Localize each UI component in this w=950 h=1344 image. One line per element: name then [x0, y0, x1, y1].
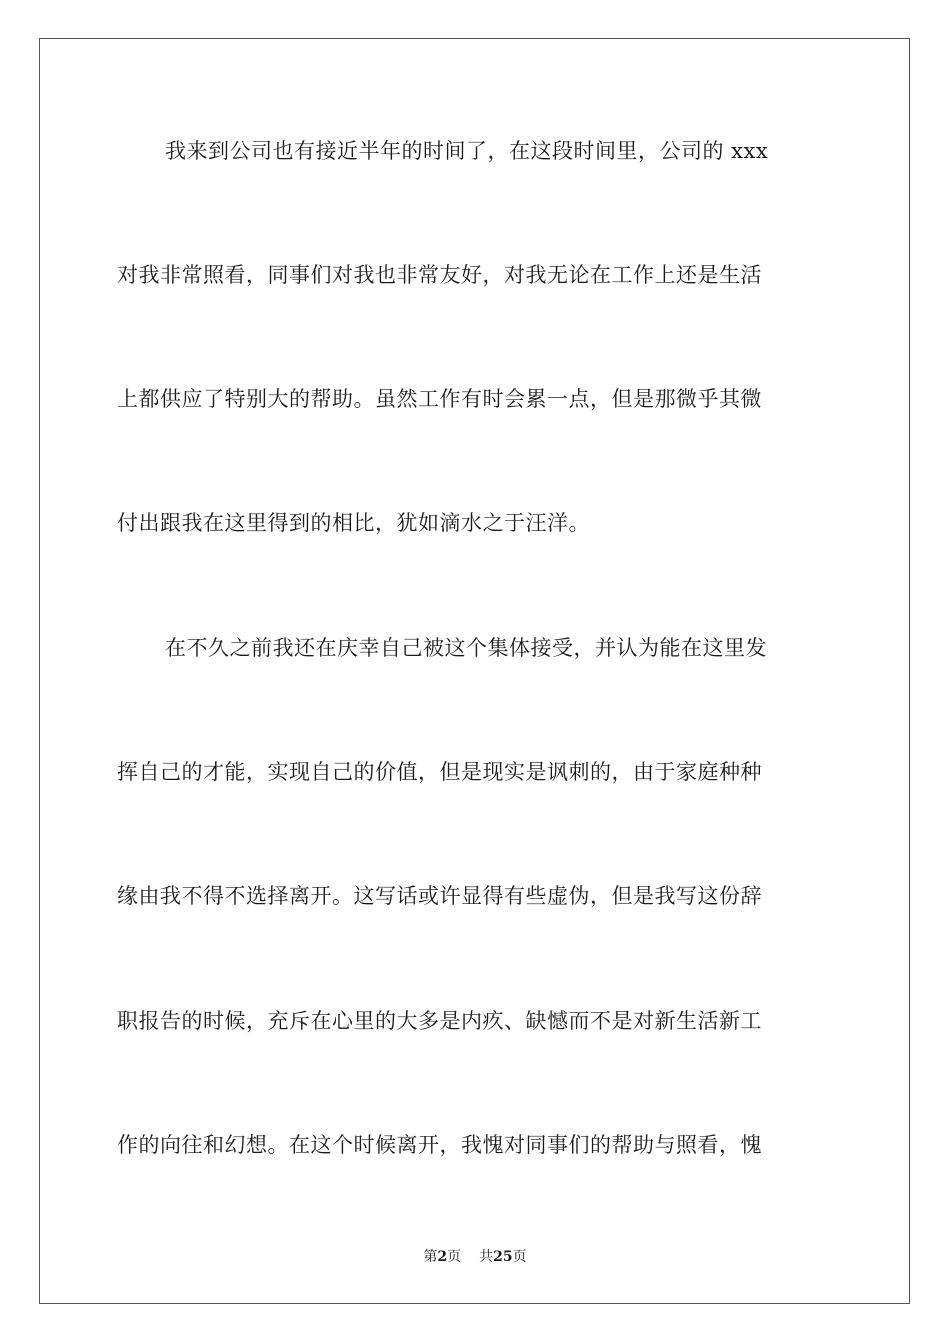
paragraph-2-line-5: 作的向往和幻想。在这个时候离开，我愧对同事们的帮助与照看，愧	[117, 1133, 762, 1157]
total-prefix: 共	[479, 1249, 494, 1265]
paragraph-2-line-2: 挥自己的才能，实现自己的价值，但是现实是讽刺的，由于家庭种种	[117, 760, 762, 784]
paragraph-2-line-4: 职报告的时候，充斥在心里的大多是内疚、缺憾而不是对新生活新工	[117, 1009, 762, 1033]
page-suffix: 页	[447, 1249, 462, 1265]
page-border	[39, 38, 910, 1304]
page-number: 2	[437, 1249, 448, 1265]
total-suffix: 页	[512, 1249, 527, 1265]
paragraph-2-line-1: 在不久之前我还在庆幸自己被这个集体接受，并认为能在这里发	[165, 636, 767, 660]
page-footer	[0, 1247, 950, 1267]
paragraph-1-line-3: 上都供应了特别大的帮助。虽然工作有时会累一点，但是那微乎其微	[117, 387, 762, 411]
paragraph-1-line-1: 我来到公司也有接近半年的时间了，在这段时间里，公司的 xxx	[165, 139, 769, 163]
page-prefix: 第	[423, 1249, 438, 1265]
paragraph-2-line-3: 缘由我不得不选择离开。这写话或许显得有些虚伪，但是我写这份辞	[117, 884, 762, 908]
paragraph-1-line-4: 付出跟我在这里得到的相比，犹如滴水之于汪洋。	[117, 511, 590, 535]
total-pages: 25	[493, 1249, 513, 1265]
paragraph-1-line-2: 对我非常照看，同事们对我也非常友好，对我无论在工作上还是生活	[117, 263, 762, 287]
